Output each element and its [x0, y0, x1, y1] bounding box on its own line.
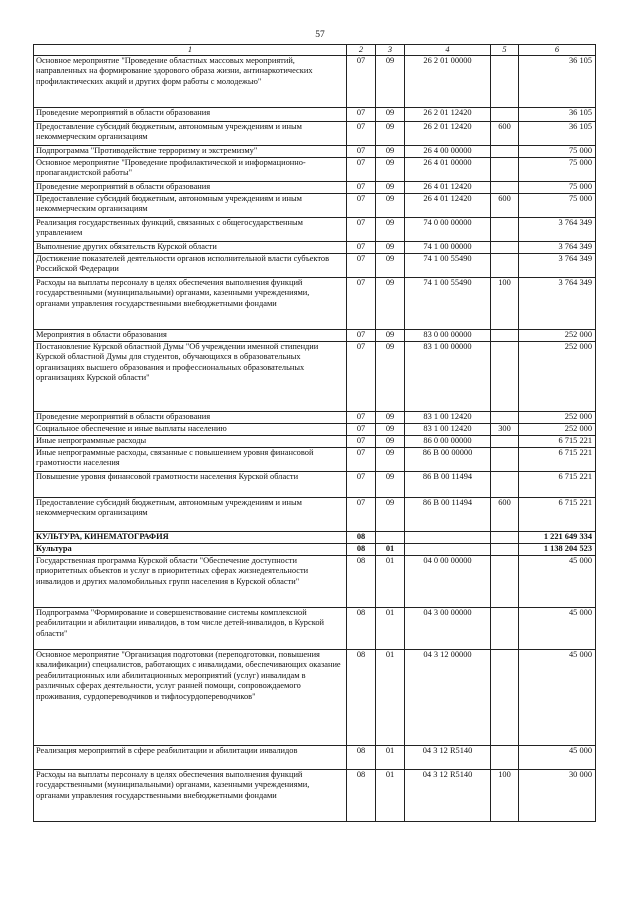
cell-target-code: 74 1 00 55490: [405, 254, 491, 278]
cell-subsection: 01: [376, 650, 405, 746]
cell-subsection: 09: [376, 108, 405, 122]
cell-section: 07: [347, 182, 376, 194]
cell-amount: 36 105: [519, 56, 596, 108]
cell-amount: 1 138 204 523: [519, 544, 596, 556]
cell-name: Основное мероприятие "Организация подготовки (переподготовки, повышения квалификации) специалистов, работающих с инвалидами, обеспечивающих оказание реабилитационных или абилитационных мероприятий (услуг) инвалидам в различных сферах деятельности, услуг ранней помощи, сопровождаемого проживания, сурдопереводчиков и тифлосурдопереводчиков": [34, 650, 347, 746]
cell-section: 08: [347, 746, 376, 770]
cell-expense-type: [491, 608, 519, 650]
cell-name: Достижение показателей деятельности органов исполнительной власти субъектов Российской Федерации: [34, 254, 347, 278]
budget-table: [33, 44, 596, 822]
cell-name: Предоставление субсидий бюджетным, автономным учреждениям и иным некоммерческим организациям: [34, 498, 347, 532]
cell-name: КУЛЬТУРА, КИНЕМАТОГРАФИЯ: [34, 532, 347, 544]
table-row: [34, 122, 596, 146]
cell-expense-type: [491, 472, 519, 498]
cell-target-code: 04 3 12 R5140: [405, 746, 491, 770]
cell-amount: 75 000: [519, 194, 596, 218]
cell-section: 07: [347, 56, 376, 108]
cell-amount: 36 105: [519, 108, 596, 122]
cell-target-code: 26 2 01 12420: [405, 122, 491, 146]
cell-subsection: 09: [376, 242, 405, 254]
cell-subsection: 09: [376, 146, 405, 158]
table-row: [34, 108, 596, 122]
cell-subsection: 09: [376, 342, 405, 412]
cell-subsection: 09: [376, 448, 405, 472]
table-row: [34, 218, 596, 242]
cell-amount: 3 764 349: [519, 242, 596, 254]
cell-name: Проведение мероприятий в области образования: [34, 182, 347, 194]
cell-amount: 6 715 221: [519, 436, 596, 448]
cell-subsection: 09: [376, 122, 405, 146]
table-row: [34, 412, 596, 424]
cell-expense-type: [491, 254, 519, 278]
cell-expense-type: [491, 436, 519, 448]
cell-section: 07: [347, 436, 376, 448]
cell-section: 07: [347, 412, 376, 424]
column-header: 6: [519, 45, 596, 56]
table-header-row: [34, 45, 596, 56]
cell-amount: 45 000: [519, 608, 596, 650]
cell-name: Постановление Курской областной Думы "Об учреждении именной стипендии Курской областной Думы для студентов, обучающихся в образовательных организациях высшего образования и профессиональных образовательных организациях Курской области": [34, 342, 347, 412]
table-row: [34, 342, 596, 412]
cell-subsection: 01: [376, 608, 405, 650]
column-header: 2: [347, 45, 376, 56]
cell-amount: 45 000: [519, 650, 596, 746]
cell-name: Выполнение других обязательств Курской области: [34, 242, 347, 254]
cell-name: Предоставление субсидий бюджетным, автономным учреждениям и иным некоммерческим организациям: [34, 194, 347, 218]
cell-expense-type: 600: [491, 122, 519, 146]
table-row: [34, 472, 596, 498]
cell-section: 07: [347, 330, 376, 342]
cell-target-code: 04 0 00 00000: [405, 556, 491, 608]
cell-name: Социальное обеспечение и иные выплаты населению: [34, 424, 347, 436]
cell-section: 07: [347, 122, 376, 146]
cell-amount: 3 764 349: [519, 254, 596, 278]
cell-name: Основное мероприятие "Проведение областных массовых мероприятий, направленных на формирование здорового образа жизни, антинаркотических профилактических акций и других форм работы с молодежью": [34, 56, 347, 108]
cell-name: Иные непрограммные расходы: [34, 436, 347, 448]
cell-subsection: 09: [376, 278, 405, 330]
cell-name: Проведение мероприятий в области образования: [34, 412, 347, 424]
cell-amount: 6 715 221: [519, 472, 596, 498]
table-row: [34, 556, 596, 608]
cell-amount: 252 000: [519, 412, 596, 424]
cell-expense-type: [491, 108, 519, 122]
cell-section: 07: [347, 498, 376, 532]
cell-amount: 30 000: [519, 770, 596, 822]
cell-subsection: 09: [376, 158, 405, 182]
cell-amount: 252 000: [519, 424, 596, 436]
table-row: [34, 182, 596, 194]
cell-target-code: 04 3 12 00000: [405, 650, 491, 746]
cell-expense-type: [491, 412, 519, 424]
cell-expense-type: [491, 342, 519, 412]
cell-name: Иные непрограммные расходы, связанные с повышением уровня финансовой грамотности населения: [34, 448, 347, 472]
cell-name: Подпрограмма "Противодействие терроризму и экстремизму": [34, 146, 347, 158]
cell-expense-type: [491, 218, 519, 242]
cell-expense-type: [491, 556, 519, 608]
cell-expense-type: [491, 650, 519, 746]
cell-section: 07: [347, 108, 376, 122]
cell-target-code: 83 1 00 12420: [405, 412, 491, 424]
cell-subsection: 09: [376, 498, 405, 532]
cell-section: 07: [347, 342, 376, 412]
cell-section: 07: [347, 146, 376, 158]
cell-expense-type: [491, 532, 519, 544]
table-row: [34, 532, 596, 544]
cell-name: Предоставление субсидий бюджетным, автономным учреждениям и иным некоммерческим организациям: [34, 122, 347, 146]
cell-amount: 1 221 649 334: [519, 532, 596, 544]
table-row: [34, 56, 596, 108]
cell-section: 07: [347, 472, 376, 498]
cell-amount: 6 715 221: [519, 448, 596, 472]
table-row: [34, 254, 596, 278]
cell-name: Проведение мероприятий в области образования: [34, 108, 347, 122]
cell-subsection: [376, 532, 405, 544]
cell-target-code: 26 2 01 12420: [405, 108, 491, 122]
cell-expense-type: [491, 146, 519, 158]
cell-name: Государственная программа Курской области "Обеспечение доступности приоритетных объектов и услуг в приоритетных сферах жизнедеятельности инвалидов и других маломобильных групп населения в Курской области": [34, 556, 347, 608]
table-row: [34, 194, 596, 218]
cell-target-code: 26 4 01 12420: [405, 194, 491, 218]
cell-target-code: 74 1 00 00000: [405, 242, 491, 254]
cell-amount: 75 000: [519, 158, 596, 182]
cell-section: 08: [347, 556, 376, 608]
cell-expense-type: 600: [491, 194, 519, 218]
column-header: 5: [491, 45, 519, 56]
cell-expense-type: [491, 56, 519, 108]
cell-target-code: 26 2 01 00000: [405, 56, 491, 108]
table-row: [34, 278, 596, 330]
table-row: [34, 436, 596, 448]
cell-amount: 75 000: [519, 182, 596, 194]
cell-target-code: 86 0 00 00000: [405, 436, 491, 448]
cell-amount: 3 764 349: [519, 278, 596, 330]
cell-target-code: 83 0 00 00000: [405, 330, 491, 342]
cell-section: 07: [347, 158, 376, 182]
column-header: 1: [34, 45, 347, 56]
cell-expense-type: 100: [491, 770, 519, 822]
cell-section: 08: [347, 770, 376, 822]
cell-expense-type: [491, 242, 519, 254]
table-row: [34, 498, 596, 532]
table-row: [34, 242, 596, 254]
column-header: 4: [405, 45, 491, 56]
cell-expense-type: [491, 448, 519, 472]
table-row: [34, 544, 596, 556]
cell-amount: 252 000: [519, 342, 596, 412]
cell-target-code: 26 4 00 00000: [405, 146, 491, 158]
cell-subsection: 09: [376, 182, 405, 194]
cell-section: 07: [347, 242, 376, 254]
cell-name: Мероприятия в области образования: [34, 330, 347, 342]
cell-section: 08: [347, 608, 376, 650]
cell-name: Расходы на выплаты персоналу в целях обеспечения выполнения функций государственными (муниципальными) органами, казенными учреждениями, органами управления государственными внебюджетными фондами: [34, 278, 347, 330]
cell-subsection: 01: [376, 544, 405, 556]
cell-subsection: 09: [376, 436, 405, 448]
cell-target-code: 74 1 00 55490: [405, 278, 491, 330]
cell-section: 08: [347, 650, 376, 746]
cell-amount: 45 000: [519, 746, 596, 770]
cell-expense-type: [491, 158, 519, 182]
cell-amount: 36 105: [519, 122, 596, 146]
table-row: [34, 448, 596, 472]
cell-section: 07: [347, 448, 376, 472]
page-number: 57: [315, 30, 325, 40]
cell-subsection: 09: [376, 472, 405, 498]
cell-target-code: 74 0 00 00000: [405, 218, 491, 242]
cell-target-code: 26 4 01 12420: [405, 182, 491, 194]
cell-name: Повышение уровня финансовой грамотности населения Курской области: [34, 472, 347, 498]
cell-target-code: 04 3 12 R5140: [405, 770, 491, 822]
cell-subsection: 09: [376, 194, 405, 218]
cell-subsection: 01: [376, 770, 405, 822]
cell-section: 07: [347, 424, 376, 436]
cell-expense-type: 100: [491, 278, 519, 330]
table-row: [34, 146, 596, 158]
cell-target-code: 83 1 00 12420: [405, 424, 491, 436]
cell-amount: 3 764 349: [519, 218, 596, 242]
table-row: [34, 770, 596, 822]
cell-subsection: 01: [376, 746, 405, 770]
cell-section: 07: [347, 254, 376, 278]
cell-target-code: 04 3 00 00000: [405, 608, 491, 650]
cell-target-code: [405, 544, 491, 556]
cell-expense-type: 300: [491, 424, 519, 436]
cell-amount: 75 000: [519, 146, 596, 158]
cell-amount: 6 715 221: [519, 498, 596, 532]
cell-target-code: 26 4 01 00000: [405, 158, 491, 182]
cell-subsection: 09: [376, 412, 405, 424]
cell-name: Основное мероприятие "Проведение профилактической и информационно-пропагандистской работы": [34, 158, 347, 182]
cell-subsection: 09: [376, 330, 405, 342]
cell-section: 08: [347, 532, 376, 544]
cell-section: 07: [347, 278, 376, 330]
cell-expense-type: [491, 330, 519, 342]
cell-target-code: 86 В 00 11494: [405, 472, 491, 498]
cell-target-code: [405, 532, 491, 544]
cell-amount: 45 000: [519, 556, 596, 608]
cell-amount: 252 000: [519, 330, 596, 342]
table-row: [34, 330, 596, 342]
cell-subsection: 09: [376, 424, 405, 436]
cell-subsection: 09: [376, 254, 405, 278]
cell-expense-type: 600: [491, 498, 519, 532]
column-header: 3: [376, 45, 405, 56]
cell-target-code: 86 В 00 11494: [405, 498, 491, 532]
cell-section: 08: [347, 544, 376, 556]
table-row: [34, 746, 596, 770]
cell-section: 07: [347, 218, 376, 242]
cell-name: Расходы на выплаты персоналу в целях обеспечения выполнения функций государственными (муниципальными) органами, казенными учреждениями, органами управления государственными внебюджетными фондами: [34, 770, 347, 822]
cell-name: Реализация мероприятий в сфере реабилитации и абилитации инвалидов: [34, 746, 347, 770]
cell-name: Реализация государственных функций, связанных с общегосударственным управлением: [34, 218, 347, 242]
cell-subsection: 09: [376, 218, 405, 242]
table-row: [34, 424, 596, 436]
cell-name: Культура: [34, 544, 347, 556]
cell-target-code: 86 В 00 00000: [405, 448, 491, 472]
table-row: [34, 158, 596, 182]
cell-expense-type: [491, 182, 519, 194]
cell-target-code: 83 1 00 00000: [405, 342, 491, 412]
table-row: [34, 650, 596, 746]
cell-subsection: 09: [376, 56, 405, 108]
cell-expense-type: [491, 544, 519, 556]
table-row: [34, 608, 596, 650]
cell-name: Подпрограмма "Формирование и совершенствование системы комплексной реабилитации и абилитации инвалидов, в том числе детей-инвалидов, в Курской области": [34, 608, 347, 650]
cell-subsection: 01: [376, 556, 405, 608]
cell-section: 07: [347, 194, 376, 218]
cell-expense-type: [491, 746, 519, 770]
